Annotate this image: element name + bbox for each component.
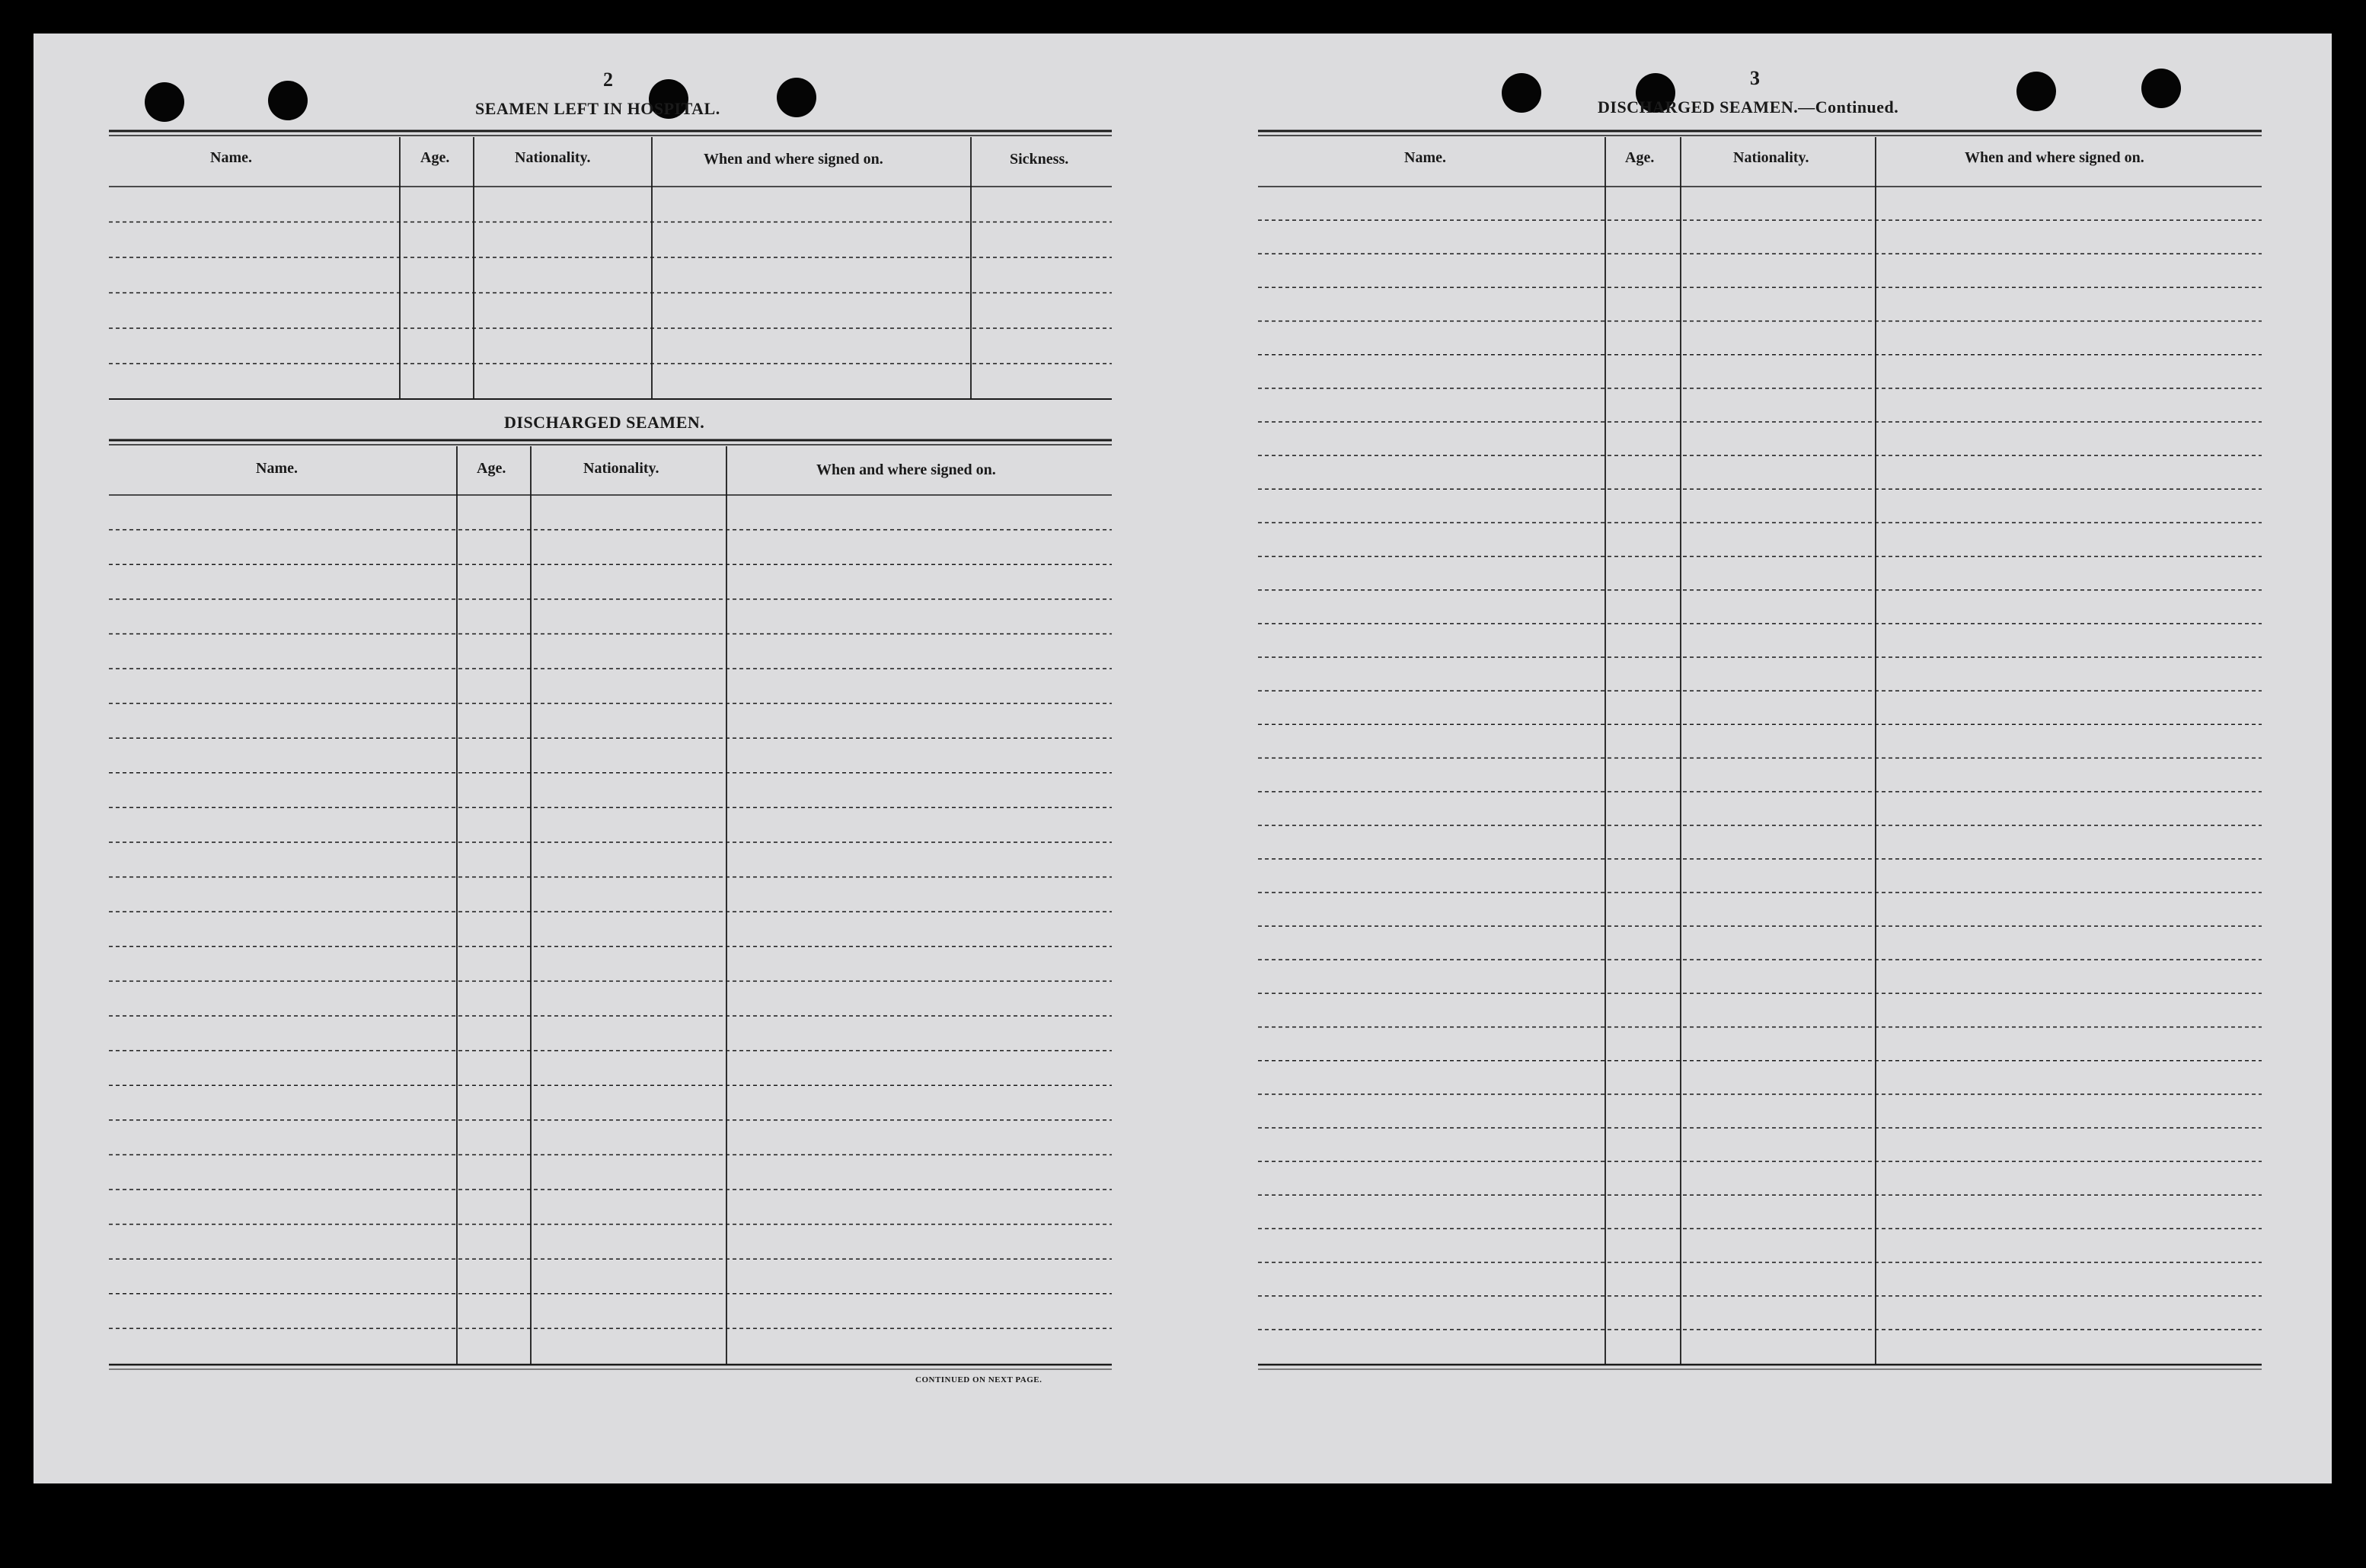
discharged-col-signed-on: When and where signed on.	[816, 461, 996, 478]
continued-col-signed-on: When and where signed on.	[1965, 149, 2144, 166]
continued-col-name: Name.	[1404, 149, 1446, 166]
discharged-col-age: Age.	[477, 460, 506, 477]
continued-note: CONTINUED ON NEXT PAGE.	[915, 1375, 1043, 1384]
discharged-col-name: Name.	[256, 460, 298, 477]
hospital-section-title: SEAMEN LEFT IN HOSPITAL.	[475, 99, 720, 118]
right-page-number: 3	[1750, 67, 1760, 89]
hospital-col-nationality: Nationality.	[515, 149, 591, 166]
discharged-section-title: DISCHARGED SEAMEN.	[504, 413, 705, 432]
discharged-col-nationality: Nationality.	[583, 460, 659, 477]
hospital-col-name: Name.	[210, 149, 252, 166]
hospital-col-signed-on: When and where signed on.	[704, 151, 883, 168]
left-page-number: 2	[603, 69, 613, 91]
hospital-col-sickness: Sickness.	[1010, 151, 1069, 168]
hospital-col-age: Age.	[420, 149, 450, 166]
discharged-continued-title: DISCHARGED SEAMEN.—Continued.	[1598, 97, 1899, 117]
continued-col-nationality: Nationality.	[1733, 149, 1809, 166]
continued-col-age: Age.	[1625, 149, 1655, 166]
